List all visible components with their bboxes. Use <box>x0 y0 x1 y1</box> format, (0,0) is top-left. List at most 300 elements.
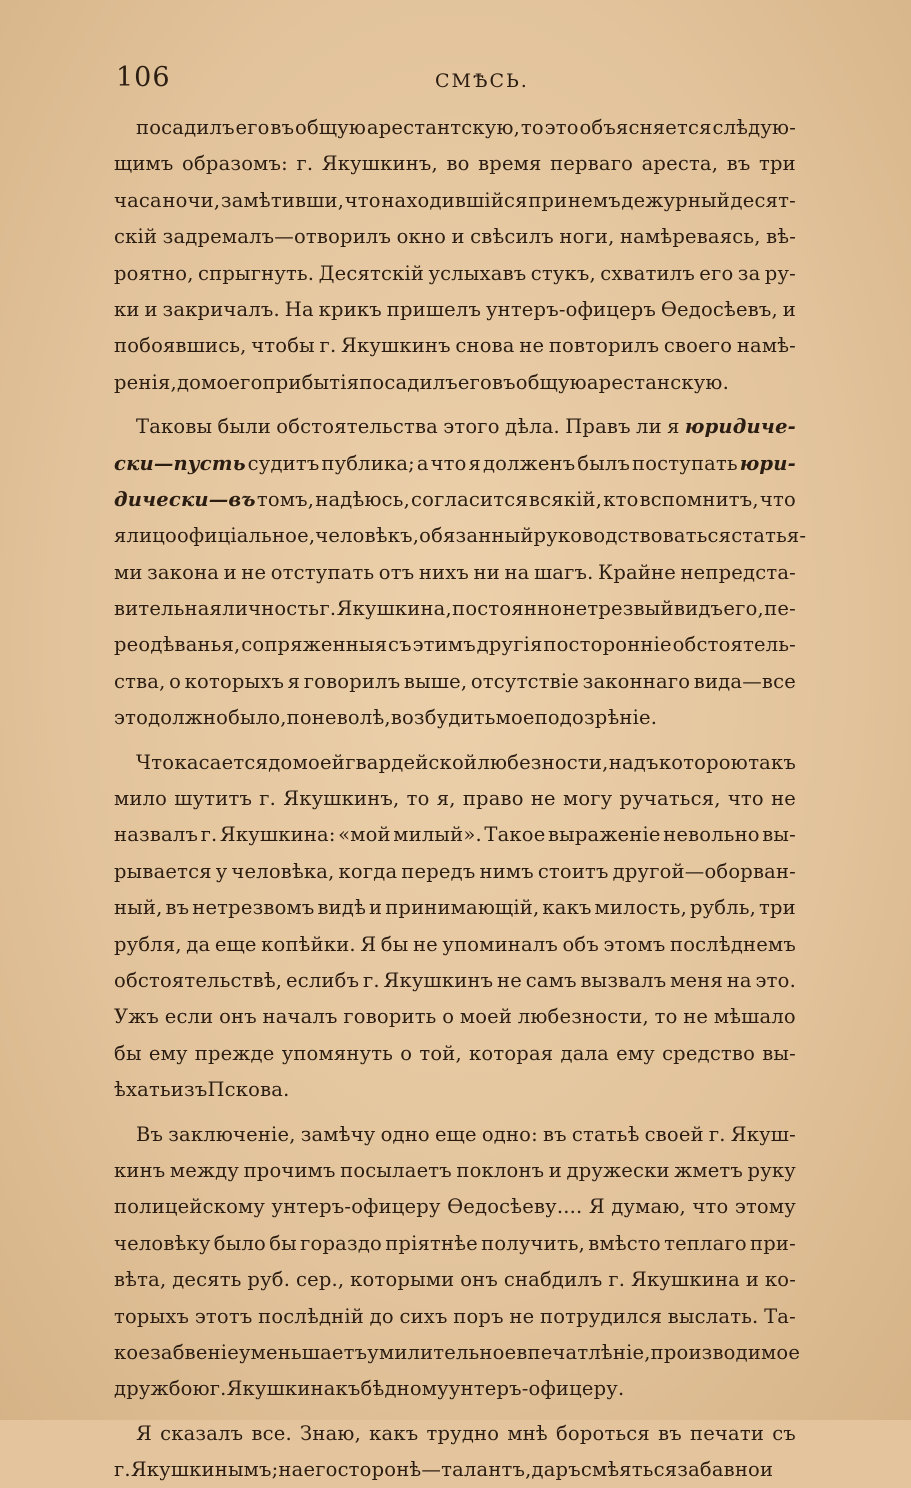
text-line <box>114 409 796 445</box>
word: что <box>759 487 796 511</box>
word: не <box>519 334 545 358</box>
word: милость, <box>594 896 687 920</box>
word: самъ <box>525 968 577 992</box>
word: мило <box>114 787 168 811</box>
word: человѣку <box>114 1231 211 1255</box>
word: были <box>217 415 271 439</box>
word: Такое <box>484 823 546 847</box>
word: отсутствіе <box>470 669 580 693</box>
text-line <box>114 1262 796 1298</box>
word: прежде <box>194 1041 275 1065</box>
word: перваго <box>550 152 634 176</box>
word: обстоятель- <box>672 633 796 657</box>
word: въ <box>658 1421 682 1445</box>
word: касается <box>174 750 268 774</box>
word: этомъ <box>603 932 666 956</box>
word: упоминалъ <box>442 932 558 956</box>
text-line <box>114 110 796 146</box>
word: отступать <box>270 560 375 584</box>
word: г. <box>319 334 337 358</box>
word: еслибъ <box>285 968 360 992</box>
text-line <box>114 219 796 255</box>
word: смѣяться <box>580 1458 678 1482</box>
word: нетрезвый <box>562 597 674 621</box>
word: г. <box>319 597 337 621</box>
text-line <box>114 292 796 328</box>
word: ки <box>114 297 140 321</box>
word: на <box>726 968 752 992</box>
word: не <box>241 560 267 584</box>
word: говорить <box>343 1005 437 1029</box>
text-line <box>114 256 796 292</box>
word: когда <box>338 859 398 883</box>
word: г. <box>362 968 380 992</box>
word: рывается <box>114 859 212 883</box>
word: бороться <box>555 1421 650 1445</box>
word: торыхъ <box>114 1304 190 1328</box>
word: г. <box>209 1377 227 1401</box>
word: вительная <box>114 597 223 621</box>
word: своей <box>644 1122 704 1146</box>
word: которою <box>658 750 748 774</box>
text-line <box>114 1153 796 1189</box>
word: г. <box>296 152 314 176</box>
word: было, <box>228 706 287 730</box>
word: дежурный <box>621 188 730 212</box>
word: мѣшало <box>713 1005 796 1029</box>
word: согласится <box>411 487 528 511</box>
word: передъ <box>401 859 476 883</box>
word: слѣдую- <box>712 116 796 139</box>
word: онъ <box>460 1268 498 1292</box>
word: любезности, <box>477 750 609 774</box>
word: изъ <box>170 1078 208 1102</box>
word: снабдилъ <box>503 1268 603 1292</box>
word: кинъ <box>114 1158 166 1182</box>
word: рубля, <box>114 932 182 956</box>
word: всякій, <box>528 487 603 511</box>
word: унтеръ-офицеру. <box>448 1377 625 1401</box>
text-line <box>114 446 796 482</box>
word: даръ <box>531 1458 581 1482</box>
word: судитъ <box>247 451 320 475</box>
word: унтеръ-офицеру <box>271 1195 441 1219</box>
word: другія <box>476 633 543 657</box>
word: что <box>727 787 764 811</box>
text-line <box>114 700 796 736</box>
word: мнѣ <box>507 1421 548 1445</box>
word: до <box>268 750 293 774</box>
word: что <box>344 188 381 212</box>
word: Правъ <box>565 415 631 439</box>
word: крикъ <box>318 297 382 321</box>
word: сопряженныя <box>241 633 388 657</box>
word: задремалъ—отворилъ <box>162 225 392 249</box>
word: сихъ <box>399 1304 448 1328</box>
word: въ <box>492 370 516 394</box>
word: Ѳедосѣеву.... <box>447 1195 583 1219</box>
word: бы <box>380 932 409 956</box>
word: этотъ <box>194 1304 253 1328</box>
word: схватилъ <box>600 261 695 285</box>
word: г. <box>259 787 277 811</box>
word: о <box>400 1041 413 1065</box>
word: и <box>451 225 465 249</box>
word: три <box>759 152 796 176</box>
word: юри- <box>739 451 796 475</box>
word: такъ <box>748 750 796 774</box>
word: Та- <box>764 1304 796 1328</box>
word: ареста, <box>641 152 719 176</box>
text-line <box>114 999 796 1035</box>
word: меня <box>670 968 723 992</box>
word: этому <box>734 1195 796 1219</box>
word: что <box>692 1195 729 1219</box>
word: человѣка, <box>231 859 335 883</box>
body-text <box>114 110 807 1488</box>
word: и <box>759 1458 774 1482</box>
word: дически—въ <box>114 487 256 511</box>
word: которыми <box>350 1268 455 1292</box>
word: вспомнитъ, <box>639 487 759 511</box>
word: нимъ <box>479 859 534 883</box>
word: руку <box>747 1158 796 1182</box>
word: его, <box>723 597 764 621</box>
word: мое <box>495 706 535 730</box>
word: Я <box>136 1421 152 1445</box>
word: производимое <box>650 1340 801 1364</box>
word: то <box>520 116 544 139</box>
word: руб. <box>247 1268 291 1292</box>
word: ѣхать <box>114 1078 171 1102</box>
word: рубль, <box>689 896 757 920</box>
word: ручаться, <box>619 787 721 811</box>
word: г. <box>114 1458 131 1482</box>
word: какъ <box>542 896 592 920</box>
word: Знаю, <box>300 1421 361 1445</box>
word: бы <box>269 1231 297 1255</box>
word: моего <box>201 370 263 394</box>
word: началъ <box>262 1005 338 1029</box>
word: забавно <box>677 1458 760 1482</box>
word: Ужъ <box>114 1005 160 1029</box>
word: посадилъ <box>136 116 235 139</box>
word: потрудился <box>540 1304 663 1328</box>
word: Ѳедосѣевъ, <box>660 297 778 321</box>
word: ему <box>616 1041 655 1065</box>
word: ни <box>473 560 500 584</box>
word: былъ <box>577 451 631 475</box>
word: не <box>509 1304 535 1328</box>
word: ру- <box>764 261 796 285</box>
word: его <box>457 370 492 394</box>
word: послѣдній <box>258 1304 364 1328</box>
word: подозрѣніе. <box>534 706 658 730</box>
word: не <box>497 968 522 992</box>
word: ренія, <box>114 370 177 394</box>
word: я <box>287 669 301 693</box>
word: сторонѣ—талантъ, <box>337 1458 532 1482</box>
paragraph <box>114 409 807 737</box>
text-line <box>114 664 796 700</box>
word: теплаго <box>664 1231 747 1255</box>
word: сказалъ <box>160 1421 244 1445</box>
word: Якушкина, <box>336 597 452 621</box>
text-line <box>114 328 796 364</box>
word: закона <box>147 560 220 584</box>
word: Якушкинъ, <box>321 152 438 176</box>
word: ства, <box>114 669 166 693</box>
word: ко- <box>764 1268 796 1292</box>
word: Десятскій <box>318 261 425 285</box>
word: ли <box>635 415 662 439</box>
word: образомъ: <box>182 152 288 176</box>
word: сер., <box>295 1268 345 1292</box>
text-line <box>114 1452 796 1488</box>
word: это <box>114 706 149 730</box>
word: чтобы <box>251 334 315 358</box>
text-line <box>114 1036 796 1072</box>
word: томъ, <box>256 487 315 511</box>
word: право <box>462 787 524 811</box>
word: жметъ <box>674 1158 744 1182</box>
word: поневолѣ, <box>286 706 391 730</box>
word: пріятнѣе <box>385 1231 478 1255</box>
word: послѣднемъ <box>670 932 796 956</box>
word: поклонъ <box>456 1158 545 1182</box>
word: нетрезвомъ <box>192 896 315 920</box>
word: три <box>759 896 796 920</box>
paragraph <box>114 110 796 401</box>
text-line <box>114 518 807 554</box>
text-line <box>114 1299 796 1335</box>
word: любезности, <box>517 1005 649 1029</box>
word: надъ <box>608 750 659 774</box>
word: посылаетъ <box>340 1158 452 1182</box>
word: его <box>235 116 270 139</box>
word: съ <box>772 1421 796 1445</box>
word: да <box>186 932 211 956</box>
page-header <box>0 62 911 102</box>
word: ночи, <box>162 188 221 212</box>
word: видѣ <box>317 896 367 920</box>
word: при- <box>750 1231 796 1255</box>
text-line <box>114 1416 796 1452</box>
word: реодѣванья, <box>114 633 241 657</box>
word: той, <box>419 1041 462 1065</box>
word: окно <box>396 225 447 249</box>
word: все. <box>251 1421 292 1445</box>
word: гораздо <box>300 1231 382 1255</box>
word: г. <box>608 1268 626 1292</box>
word: арестантскую, <box>366 116 521 139</box>
word: бѣдному <box>360 1377 449 1401</box>
word: говорилъ <box>303 669 401 693</box>
word: у <box>215 859 228 883</box>
word: личность <box>222 597 320 621</box>
text-line <box>114 591 796 627</box>
word: Таковы <box>136 415 213 439</box>
word: непредста- <box>680 560 796 584</box>
word: въ <box>542 1122 567 1146</box>
word: думаю, <box>611 1195 686 1219</box>
word: копѣйки. <box>261 932 356 956</box>
word: часа <box>114 188 162 212</box>
text-line <box>114 817 796 853</box>
word: вмѣсто <box>588 1231 661 1255</box>
text-line <box>114 890 796 926</box>
word: шутитъ <box>174 787 253 811</box>
word: ему <box>148 1041 188 1065</box>
word: стукъ, <box>530 261 596 285</box>
word: которая <box>469 1041 554 1065</box>
word: стоитъ <box>537 859 609 883</box>
word: поступать <box>632 451 738 475</box>
word: дала <box>560 1041 609 1065</box>
word: человѣкъ, <box>315 524 420 548</box>
word: на <box>278 1458 304 1482</box>
word: я <box>114 524 127 548</box>
word: пе- <box>764 597 796 621</box>
word: спрыгнуть. <box>198 261 315 285</box>
word: публика; <box>321 451 415 475</box>
word: вы- <box>762 1041 796 1065</box>
word: «мой <box>338 823 391 847</box>
word: я <box>468 451 482 475</box>
word: Якушкинъ <box>383 968 494 992</box>
word: его <box>303 1458 338 1482</box>
word: намѣреваясь, <box>619 225 761 249</box>
word: о <box>442 1005 455 1029</box>
text-line <box>114 1072 796 1108</box>
word: могу <box>562 787 613 811</box>
word: это <box>544 116 579 139</box>
word: вызвалъ <box>580 968 667 992</box>
word: закричалъ. <box>162 297 280 321</box>
word: статья- <box>731 524 807 548</box>
word: я <box>667 415 680 439</box>
text-line <box>114 183 796 219</box>
word: одно <box>380 1122 430 1146</box>
word: Якушкинъ, <box>283 787 400 811</box>
word: получить, <box>481 1231 586 1255</box>
word: десят- <box>730 188 796 212</box>
word: выше, <box>403 669 468 693</box>
word: между <box>169 1158 240 1182</box>
word: и <box>548 1158 562 1182</box>
word: г. <box>708 1122 726 1146</box>
word: это. <box>755 968 796 992</box>
paragraph <box>114 1416 796 1488</box>
word: на <box>504 560 530 584</box>
word: этимъ <box>412 633 476 657</box>
word: забвеніе <box>150 1340 239 1364</box>
word: Я <box>360 932 377 956</box>
paragraph <box>114 1117 801 1408</box>
word: роятно, <box>114 261 194 285</box>
text-line <box>114 555 796 591</box>
word: побоявшись, <box>114 334 247 358</box>
word: милый». <box>393 823 482 847</box>
word: назвалъ <box>114 823 199 847</box>
word: щимъ <box>114 152 174 176</box>
text-line <box>114 482 796 518</box>
word: посторонніе <box>543 633 672 657</box>
word: какъ <box>369 1421 419 1445</box>
word: одно: <box>481 1122 538 1146</box>
text-line <box>114 963 796 999</box>
word: обязанный <box>419 524 534 548</box>
word: ми <box>114 560 143 584</box>
word: обстоятельствѣ, <box>114 968 283 992</box>
word: время <box>478 152 542 176</box>
word: средство <box>662 1041 756 1065</box>
word: съ <box>388 633 412 657</box>
word: уменьшаетъ <box>238 1340 368 1364</box>
word: На <box>284 297 314 321</box>
word: выслать. <box>667 1304 759 1328</box>
text-line <box>114 781 796 817</box>
word: свѣсилъ <box>470 225 554 249</box>
word: находившійся <box>381 188 528 212</box>
word: Крайне <box>598 560 676 584</box>
word: намѣ- <box>736 334 796 358</box>
word: моей <box>459 1005 513 1029</box>
word: объ <box>562 932 599 956</box>
word: нихъ <box>418 560 470 584</box>
text-line <box>114 927 796 963</box>
word: юридиче- <box>684 415 796 439</box>
word: и <box>369 896 383 920</box>
text-line <box>114 1335 801 1371</box>
word: гвардейской <box>345 750 478 774</box>
word: шагъ. <box>533 560 594 584</box>
word: возбудить <box>390 706 496 730</box>
word: ный, <box>114 896 163 920</box>
word: Якушкинъ <box>341 334 451 358</box>
word: отъ <box>378 560 415 584</box>
word: кто <box>603 487 639 511</box>
word: общую <box>515 370 587 394</box>
word: печати <box>690 1421 765 1445</box>
word: объясняется <box>579 116 712 139</box>
word: Якушкинымъ; <box>130 1458 279 1482</box>
word: Якушкина <box>226 1377 336 1401</box>
word: Якушкина: <box>219 823 336 847</box>
word: надѣюсь, <box>315 487 410 511</box>
word: не <box>412 932 438 956</box>
word: невольно <box>663 823 760 847</box>
word: при <box>528 188 568 212</box>
word: Пскова. <box>207 1078 290 1102</box>
word: въ <box>165 896 190 920</box>
word: Якушкина <box>631 1268 740 1292</box>
word: поръ <box>453 1304 504 1328</box>
word: не <box>683 1005 709 1029</box>
word: законнаго <box>582 669 691 693</box>
word: дружески <box>566 1158 670 1182</box>
word: трудно <box>426 1421 500 1445</box>
word: статьѣ <box>571 1122 640 1146</box>
word: полицейскому <box>114 1195 266 1219</box>
word: дѣла. <box>504 415 560 439</box>
word: вы- <box>762 823 796 847</box>
word: повторилъ <box>548 334 660 358</box>
word: услыхавъ <box>428 261 527 285</box>
word: другой—оборван- <box>612 859 796 883</box>
word: вида—все <box>693 669 796 693</box>
word: видъ <box>673 597 724 621</box>
